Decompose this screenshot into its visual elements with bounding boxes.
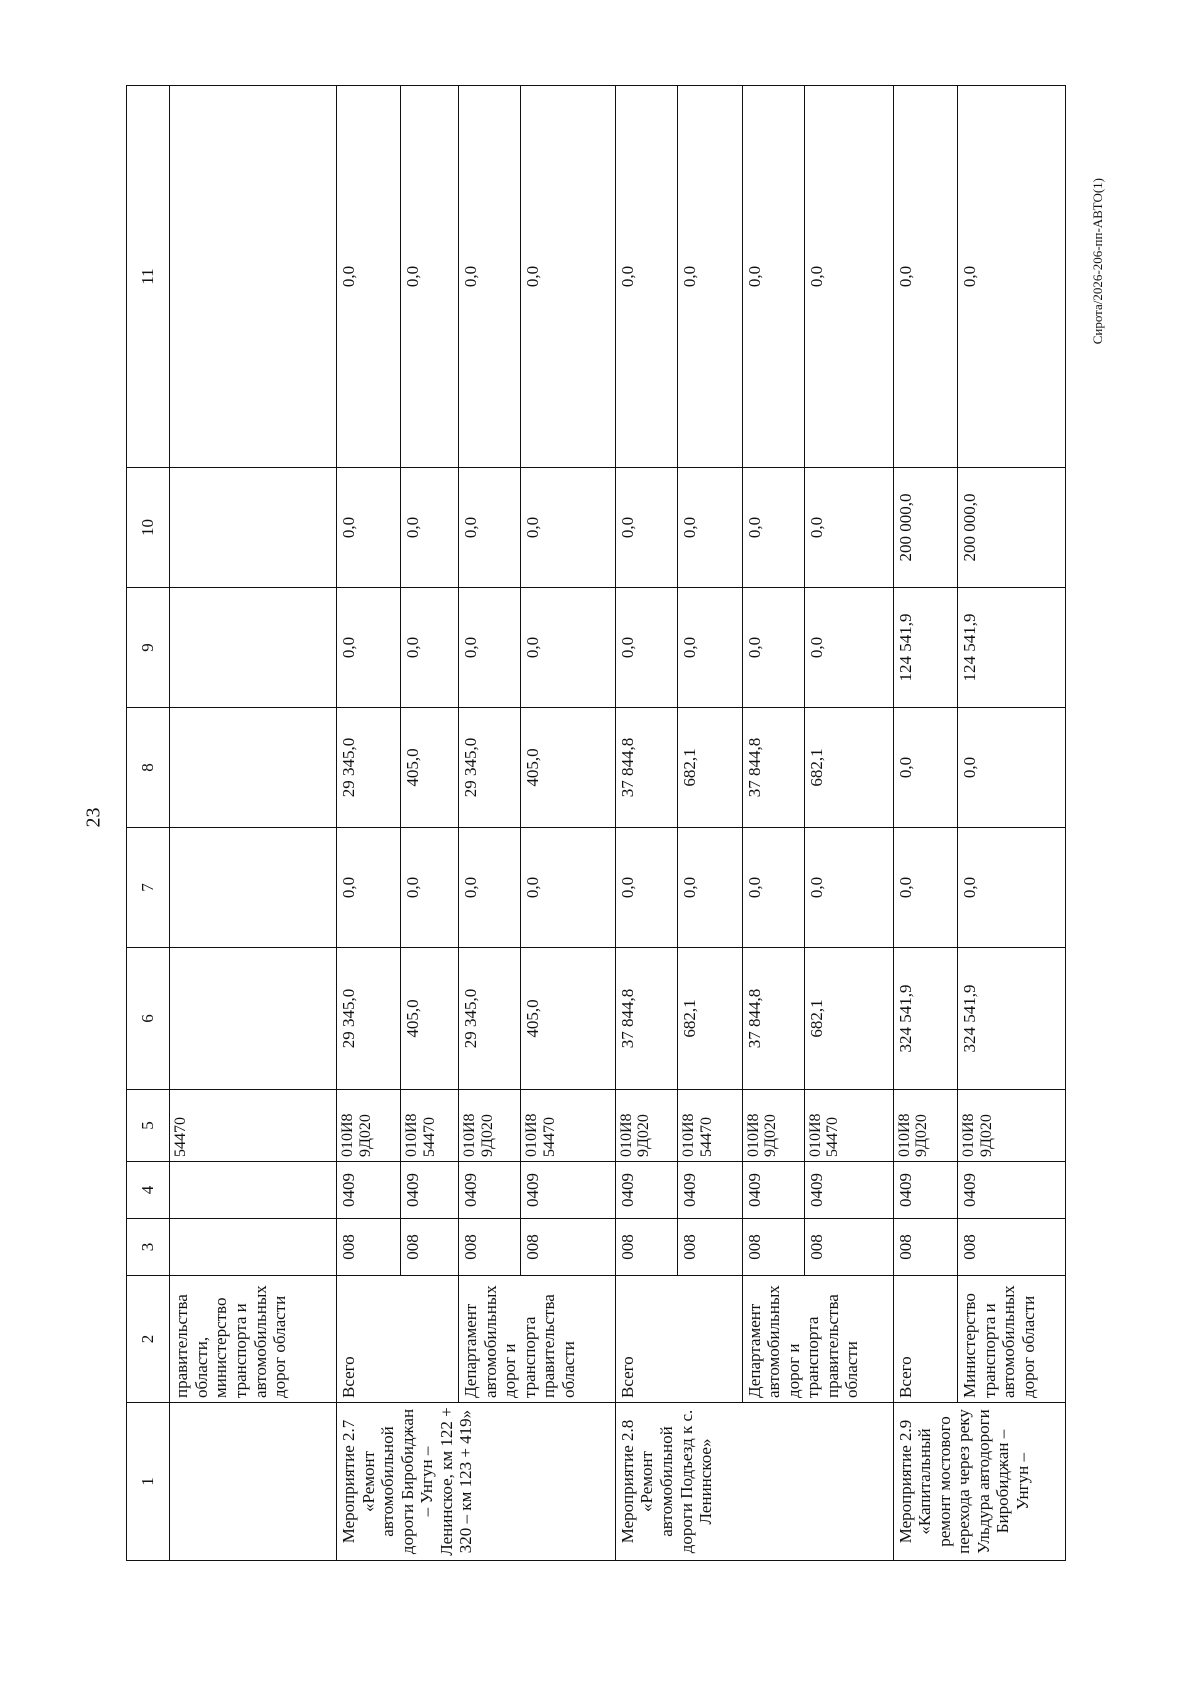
cell: 0,0 [742,828,804,948]
cell-code: 010И8 54470 [521,1090,615,1162]
cell [170,948,337,1090]
cell: 0,0 [337,468,401,588]
cell-code: 010И8 9Д020 [893,1090,957,1162]
cell: 0409 [893,1162,957,1219]
cell [170,86,337,468]
cell: 0,0 [615,588,677,708]
cell: 0,0 [678,588,742,708]
cell: 682,1 [678,708,742,828]
cell: 124 541,9 [893,588,957,708]
cell: 405,0 [521,708,615,828]
cell: 0,0 [958,828,1066,948]
budget-table [126,85,1066,1561]
header-cell: 3 [127,1219,170,1276]
cell: 0,0 [615,468,677,588]
cell: 0,0 [742,86,804,468]
cell-responsible: Всего [615,1276,742,1403]
cell: 405,0 [401,708,459,828]
cell: 0,0 [804,86,893,468]
cell [170,1403,337,1561]
header-cell: 6 [127,948,170,1090]
table-row [893,86,957,1561]
cell: 0,0 [804,468,893,588]
header-cell: 1 [127,1403,170,1561]
table-row [170,86,337,1561]
cell: 0,0 [459,86,521,468]
header-cell: 7 [127,828,170,948]
table-row [742,86,804,1561]
cell [170,1219,337,1276]
cell: 0,0 [459,828,521,948]
cell: 008 [459,1219,521,1276]
cell: 0,0 [459,588,521,708]
cell: 200 000,0 [958,468,1066,588]
cell: 324 541,9 [893,948,957,1090]
cell: 0,0 [521,828,615,948]
cell: 0,0 [678,828,742,948]
cell: 0,0 [615,86,677,468]
cell: 405,0 [521,948,615,1090]
cell: 0,0 [521,86,615,468]
cell-code: 010И8 9Д020 [459,1090,521,1162]
cell: 0,0 [958,708,1066,828]
cell: 29 345,0 [337,948,401,1090]
header-cell: 10 [127,468,170,588]
measure-2-9: Мероприятие 2.9 «Капитальный ремонт мостового перехода через реку Ульдура автодороги Биробиджан – Унгун – [893,1403,1065,1561]
cell: 0,0 [893,708,957,828]
cell: 37 844,8 [742,708,804,828]
cell: 008 [958,1219,1066,1276]
table-row [337,86,401,1561]
cell: 0,0 [401,588,459,708]
cell: 0,0 [615,828,677,948]
cell: 29 345,0 [337,708,401,828]
cell: 008 [893,1219,957,1276]
header-cell: 4 [127,1162,170,1219]
cell: 0,0 [459,468,521,588]
cell: 0,0 [804,828,893,948]
header-row [127,86,170,1561]
cell-code: 010И8 54470 [678,1090,742,1162]
cell-responsible: Всего [337,1276,459,1403]
cell-responsible: Всего [893,1276,957,1403]
header-cell: 5 [127,1090,170,1162]
cell-code: 010И8 9Д020 [337,1090,401,1162]
cell: 008 [337,1219,401,1276]
cell [170,1162,337,1219]
cell: 0409 [678,1162,742,1219]
cell: 0,0 [742,588,804,708]
cell: 0,0 [893,86,957,468]
cell-code: 010И8 54470 [401,1090,459,1162]
cell: 008 [742,1219,804,1276]
cell: 0,0 [401,86,459,468]
cell: 37 844,8 [742,948,804,1090]
cell-code: 010И8 9Д020 [958,1090,1066,1162]
cell: 0,0 [742,468,804,588]
cell: 0,0 [521,588,615,708]
cell [170,468,337,588]
cell [170,828,337,948]
header-cell: 9 [127,588,170,708]
cell: 008 [678,1219,742,1276]
cell: 0409 [521,1162,615,1219]
measure-2-8: Мероприятие 2.8 «Ремонт автомобильной дороги Подъезд к с. Ленинское» [615,1403,893,1561]
cell: 682,1 [678,948,742,1090]
cell: 008 [521,1219,615,1276]
header-cell: 2 [127,1276,170,1403]
cell: 37 844,8 [615,708,677,828]
cell: 0,0 [678,468,742,588]
cell: 0409 [337,1162,401,1219]
header-cell: 8 [127,708,170,828]
header-cell: 11 [127,86,170,468]
cell: 0,0 [678,86,742,468]
cell: 008 [804,1219,893,1276]
measure-2-7: Мероприятие 2.7 «Ремонт автомобильной дороги Биробиджан – Унгун – Ленинское, км 122 + 320 – км 123 + 419» [337,1403,616,1561]
cell-code: 010И8 54470 [804,1090,893,1162]
cell-code: 010И8 9Д020 [615,1090,677,1162]
document-code: Сирота/2026-206-пп-АВТО(1) [1090,178,1105,345]
cell: 0409 [459,1162,521,1219]
cell: 682,1 [804,708,893,828]
table-row [958,86,1066,1561]
cell: 29 345,0 [459,948,521,1090]
cell: 200 000,0 [893,468,957,588]
cell: 405,0 [401,948,459,1090]
cell: 682,1 [804,948,893,1090]
cell-responsible: правительства области, министерство транспорта и автомобильных дорог области [170,1276,337,1403]
cell: 0,0 [337,588,401,708]
cell-responsible: Департамент автомобильных дорог и транспорта правительства области [459,1276,616,1403]
cell: 0,0 [401,468,459,588]
cell-responsible: Министерство транспорта и автомобильных дорог области [958,1276,1066,1403]
cell: 0,0 [401,828,459,948]
cell: 0409 [742,1162,804,1219]
cell: 0409 [615,1162,677,1219]
cell: 0,0 [521,468,615,588]
cell-code: 54470 [170,1090,337,1162]
cell: 324 541,9 [958,948,1066,1090]
cell: 0409 [401,1162,459,1219]
table-row [615,86,677,1561]
cell-responsible: Департамент автомобильных дорог и транспорта правительства области [742,1276,893,1403]
table-container [126,86,1066,1561]
cell: 008 [615,1219,677,1276]
cell: 124 541,9 [958,588,1066,708]
cell: 0409 [804,1162,893,1219]
cell: 0,0 [337,86,401,468]
table-row [459,86,521,1561]
cell: 37 844,8 [615,948,677,1090]
cell: 0,0 [804,588,893,708]
cell: 0,0 [893,828,957,948]
cell [170,708,337,828]
cell: 0,0 [337,828,401,948]
cell: 008 [401,1219,459,1276]
cell: 29 345,0 [459,708,521,828]
cell: 0,0 [958,86,1066,468]
page-number: 23 [82,807,105,828]
cell-code: 010И8 9Д020 [742,1090,804,1162]
cell: 0409 [958,1162,1066,1219]
cell [170,588,337,708]
